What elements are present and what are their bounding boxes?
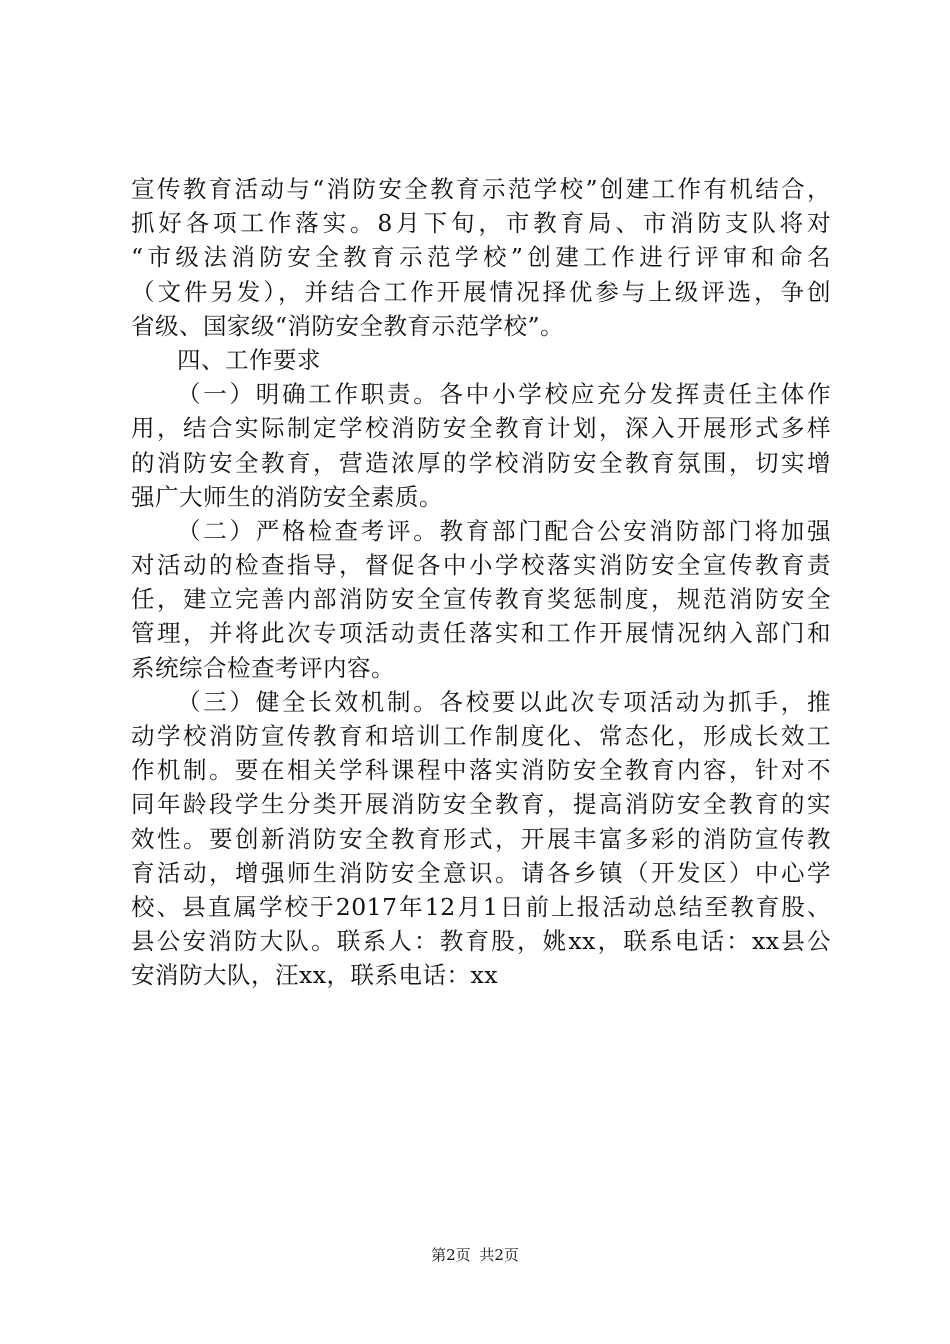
page-number: 第2页 — [431, 1246, 471, 1264]
body-line: 校、县直属学校于2017年12月1日前上报活动总结至教育股、 — [131, 892, 831, 921]
body-line: 抓好各项工作落实。8月下旬，市教育局、市消防支队将对 — [131, 209, 831, 238]
body-line: 对活动的检查指导，督促各中小学校落实消防安全宣传教育责 — [131, 551, 831, 580]
body-line: 管理，并将此次专项活动责任落实和工作开展情况纳入部门和 — [131, 619, 831, 648]
body-line: 省级、国家级“消防安全教育示范学校”。 — [131, 311, 565, 340]
section-heading: 四、工作要求 — [177, 345, 321, 374]
body-line: 的消防安全教育，营造浓厚的学校消防安全教育氛围，切实增 — [131, 448, 831, 477]
page-footer — [0, 1245, 950, 1265]
paragraph-start-line: （一）明确工作职责。各中小学校应充分发挥责任主体作 — [177, 380, 831, 409]
body-line: 任，建立完善内部消防安全宣传教育奖惩制度，规范消防安全 — [131, 585, 831, 614]
body-line: 用，结合实际制定学校消防安全教育计划，深入开展形式多样 — [131, 414, 831, 443]
body-line: 作机制。要在相关学科课程中落实消防安全教育内容，针对不 — [131, 756, 831, 785]
body-line: 系统综合检查考评内容。 — [131, 653, 395, 682]
body-line: 动学校消防宣传教育和培训工作制度化、常态化，形成长效工 — [131, 722, 831, 750]
body-line: “市级法消防安全教育示范学校”创建工作进行评审和命名 — [131, 243, 831, 272]
body-line: 县公安消防大队。联系人：教育股，姚xx，联系电话：xx县公 — [131, 927, 831, 956]
paragraph-start-line: （二）严格检查考评。教育部门配合公安消防部门将加强 — [177, 516, 831, 545]
paragraph-start-line: （三）健全长效机制。各校要以此次专项活动为抓手，推 — [177, 687, 831, 716]
document-body — [131, 172, 831, 993]
body-line: 安消防大队，汪xx，联系电话：xx — [131, 961, 499, 990]
body-line: 宣传教育活动与“消防安全教育示范学校”创建工作有机结合， — [131, 175, 831, 203]
body-line: 育活动，增强师生消防安全意识。请各乡镇（开发区）中心学 — [131, 858, 831, 887]
body-line: 效性。要创新消防安全教育形式，开展丰富多彩的消防宣传教 — [131, 824, 831, 853]
body-line: 强广大师生的消防安全素质。 — [131, 482, 443, 511]
body-line: （文件另发），并结合工作开展情况择优参与上级评选，争创 — [131, 277, 831, 306]
page-total: 共2页 — [479, 1246, 519, 1264]
body-line: 同年龄段学生分类开展消防安全教育，提高消防安全教育的实 — [131, 790, 831, 819]
